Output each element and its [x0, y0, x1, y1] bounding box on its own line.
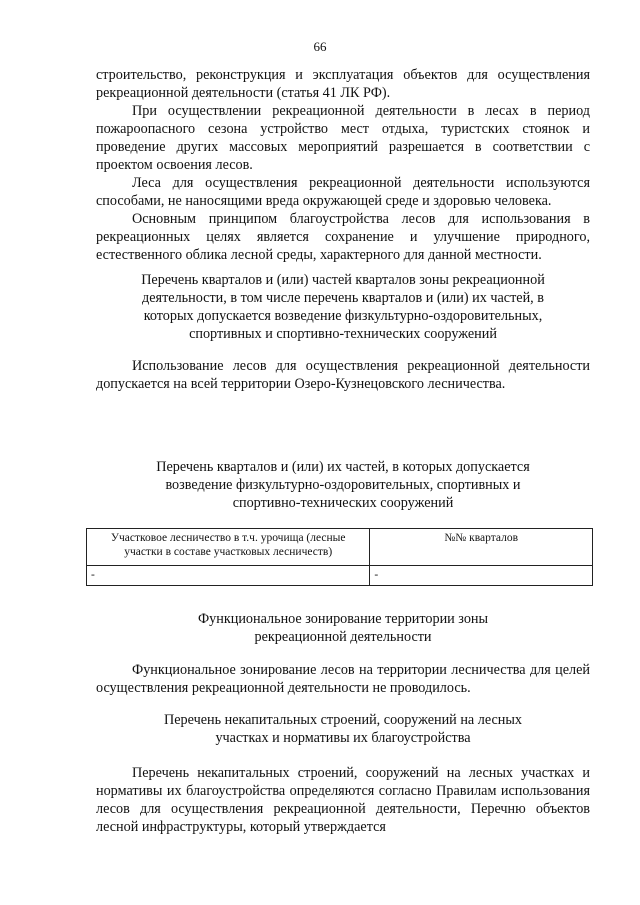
table-header-row: [87, 529, 593, 566]
page-number: 66: [313, 39, 327, 54]
intro-text-block: [96, 66, 590, 264]
zoning-text-block: [96, 661, 590, 697]
paragraph: Леса для осуществления рекреационной деятельности используются способами, не наносящими вреда окружающей среде и здоровью человека.: [96, 175, 590, 209]
paragraph: строительство, реконструкция и эксплуатация объектов для осуществления рекреационной деятельности (статья 41 ЛК РФ).: [96, 67, 590, 101]
section-heading: Перечень кварталов и (или) частей кварталов зоны рекреационной деятельности, в том числе перечень кварталов и (или) их частей, в которых допускается возведение физкультурно-оздоровительных, спортивных и спортивно-технических сооружений: [141, 272, 545, 342]
quarters-table: [86, 528, 593, 586]
paragraph: Перечень некапитальных строений, сооружений на лесных участках и нормативы их благоустройства определяются согласно Правилам использования лесов для осуществления рекреационной деятельности, Перечню объектов лесной инфраструктуры, который утверждается: [96, 765, 590, 835]
section-heading: Функциональное зонирование территории зоны рекреационной деятельности: [197, 611, 489, 645]
table-heading: Перечень кварталов и (или) их частей, в которых допускается возведение физкультурно-оздоровительных, спортивных и спортивно-технических сооружений: [156, 459, 530, 511]
column-header: Участковое лесничество в т.ч. урочища (лесные участки в составе участковых лесничеств): [87, 529, 370, 566]
structures-text-block: [96, 764, 590, 836]
usage-text-block: [96, 357, 590, 393]
paragraph: Использование лесов для осуществления рекреационной деятельности допускается на всей территории Озеро-Кузнецовского лесничества.: [96, 358, 590, 392]
table-cell: -: [370, 566, 593, 586]
paragraph: Основным принципом благоустройства лесов для использования в рекреационных целях является сохранение и улучшение природного, естественного облика лесной среды, характерного для данной местности.: [96, 211, 590, 263]
paragraph: Функциональное зонирование лесов на территории лесничества для целей осуществления рекреационной деятельности не проводилось.: [96, 662, 590, 696]
column-header: №№ кварталов: [370, 529, 593, 566]
table-cell: -: [87, 566, 370, 586]
paragraph: При осуществлении рекреационной деятельности в лесах в период пожароопасного сезона устройство мест отдыха, туристских стоянок и проведение других массовых мероприятий разрешается в соответствии с проектом освоения лесов.: [96, 103, 590, 173]
table-row: [87, 566, 593, 586]
section-heading: Перечень некапитальных строений, сооружений на лесных участках и нормативы их благоустройства: [163, 712, 522, 746]
